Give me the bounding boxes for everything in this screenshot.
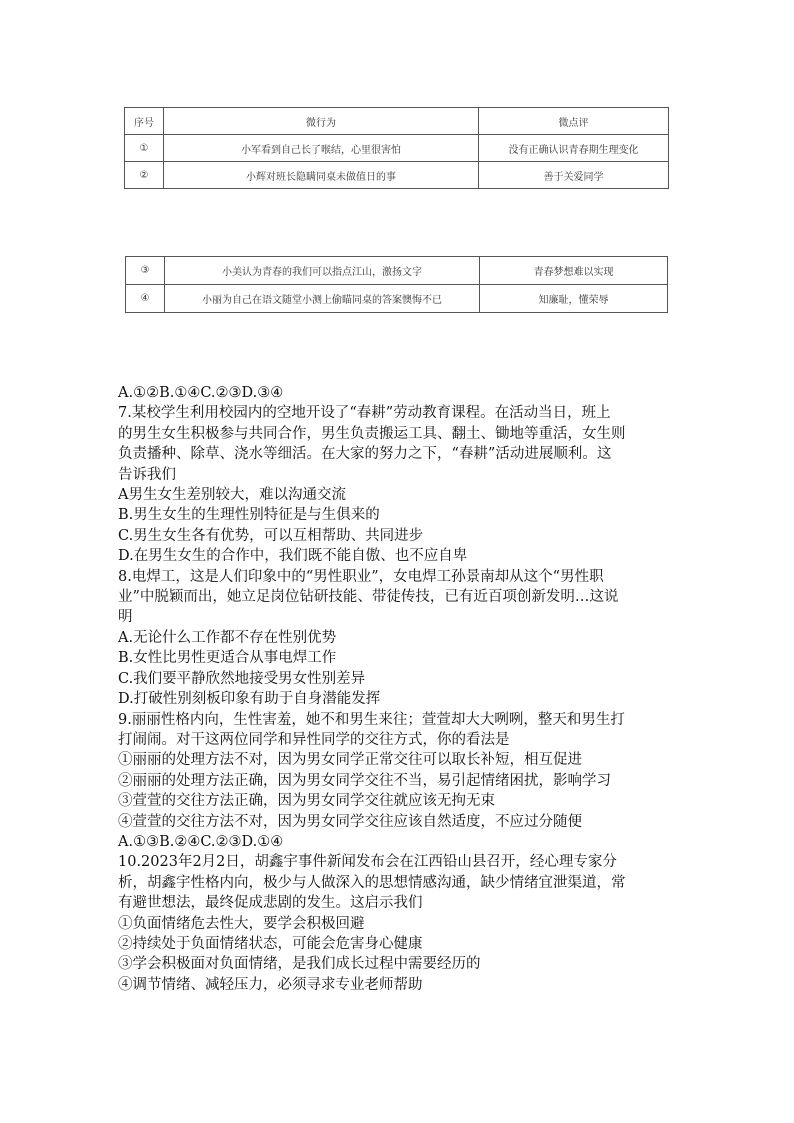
question-text — [118, 383, 688, 995]
text-line: 有避世想法，最终促成悲剧的发生。这启示我们 — [118, 895, 423, 912]
text-line: A.①②B.①④C.②③D.③④ — [118, 385, 284, 401]
row-index: ③ — [126, 257, 165, 285]
row-behavior: 小军看到自己长了喉结，心里很害怕 — [164, 135, 479, 162]
row-index: ② — [125, 162, 164, 189]
text-line: 8.电焊工，这是人们印象中的“男性职业”，女电焊工孙景南却从这个“男性职 — [118, 568, 604, 585]
text-line: 明 — [118, 609, 133, 626]
row-comment: 青春梦想难以实现 — [480, 257, 668, 285]
text-line: D.在男生女生的合作中，我们既不能自傲、也不应自卑 — [118, 548, 468, 565]
text-line: 业”中脱颖而出，她立足岗位钻研技能、带徒传技，已有近百项创新发明…这说 — [118, 589, 619, 606]
text-line: ②丽丽的处理方法正确，因为男女同学交往不当，易引起情绪困扰，影响学习 — [118, 772, 611, 789]
text-line: C.男生女生各有优势，可以互相帮助、共同进步 — [118, 527, 424, 544]
text-line: C.我们要平静欣然地接受男女性别差异 — [118, 670, 366, 687]
row-comment: 没有正确认识青春期生理变化 — [479, 135, 669, 162]
table-row — [126, 257, 668, 285]
row-index: ④ — [126, 285, 165, 313]
text-line: 析，胡鑫宇性格内向，极少与人做深入的思想情感沟通，缺少情绪宜泄渠道，常 — [118, 874, 626, 891]
text-line: 打闹闹。对干这两位同学和异性同学的交往方式，你的看法是 — [118, 731, 510, 748]
text-line: D.打破性别刻板印象有助于自身潜能发挥 — [118, 691, 381, 708]
text-line: ③萱萱的交往方法正确，因为男女同学交往就应该无拘无束 — [118, 793, 495, 810]
table-row — [125, 135, 669, 162]
row-comment: 知廉耻，懂荣辱 — [480, 285, 668, 313]
text-line: B.女性比男性更适合从事电焊工作 — [118, 650, 337, 667]
text-line: ①丽丽的处理方法不对，因为男女同学正常交往可以取长补短，相互促进 — [118, 752, 582, 769]
row-behavior: 小美认为青春的我们可以指点江山，激扬文字 — [165, 257, 480, 285]
header-behavior: 微行为 — [164, 108, 479, 135]
header-comment: 微点评 — [479, 108, 669, 135]
text-line: 负责播种、除草、浇水等细活。在大家的努力之下，“春耕”活动进展顺利。这 — [118, 446, 612, 463]
row-behavior: 小辉对班长隐瞒同桌未做值日的事 — [164, 162, 479, 189]
table-row — [125, 162, 669, 189]
row-comment: 善于关爱同学 — [479, 162, 669, 189]
text-line: 告诉我们 — [118, 466, 176, 483]
table-row — [126, 285, 668, 313]
table-header-row — [125, 108, 669, 135]
text-line: 9.丽丽性格内向，生性害羞，她不和男生来往；萱萱却大大咧咧，整天和男生打 — [118, 711, 625, 728]
text-line: 7.某校学生利用校园内的空地开设了“春耕”劳动教育课程。在活动当日，班上 — [118, 405, 611, 422]
text-line: A.①③B.②④C.②③D.①④ — [118, 833, 284, 850]
text-line: 的男生女生积极参与共同合作，男生负责搬运工具、翻土、锄地等重活，女生则 — [118, 425, 626, 442]
text-line: A.无论什么工作都不存在性别优势 — [118, 629, 337, 646]
behavior-table-top — [124, 107, 669, 189]
header-index: 序号 — [125, 108, 164, 135]
text-line: A男生女生差别较大，难以沟通交流 — [118, 487, 346, 504]
text-line: ②持续处于负面情绪状态，可能会危害身心健康 — [118, 935, 423, 952]
row-behavior: 小丽为自己在语文随堂小测上偷瞄同桌的答案懊悔不已 — [165, 285, 480, 313]
text-line: ①负面情绪危去性大，要学会积极回避 — [118, 915, 365, 932]
text-line: 10.2023年2月2日，胡鑫宇事件新闻发布会在江西铅山县召开，经心理专家分 — [118, 854, 617, 871]
text-line: ④萱萱的交往方法不对，因为男女同学交往应该自然适度，不应过分随便 — [118, 813, 582, 830]
text-line: ③学会积极面对负面情绪，是我们成长过程中需要经历的 — [118, 956, 481, 973]
row-index: ① — [125, 135, 164, 162]
behavior-table-bottom — [125, 256, 668, 313]
text-line: B.男生女生的生理性别特征是与生俱来的 — [118, 507, 380, 524]
text-line: ④调节情绪、减轻压力，必须寻求专业老师帮助 — [118, 976, 423, 993]
